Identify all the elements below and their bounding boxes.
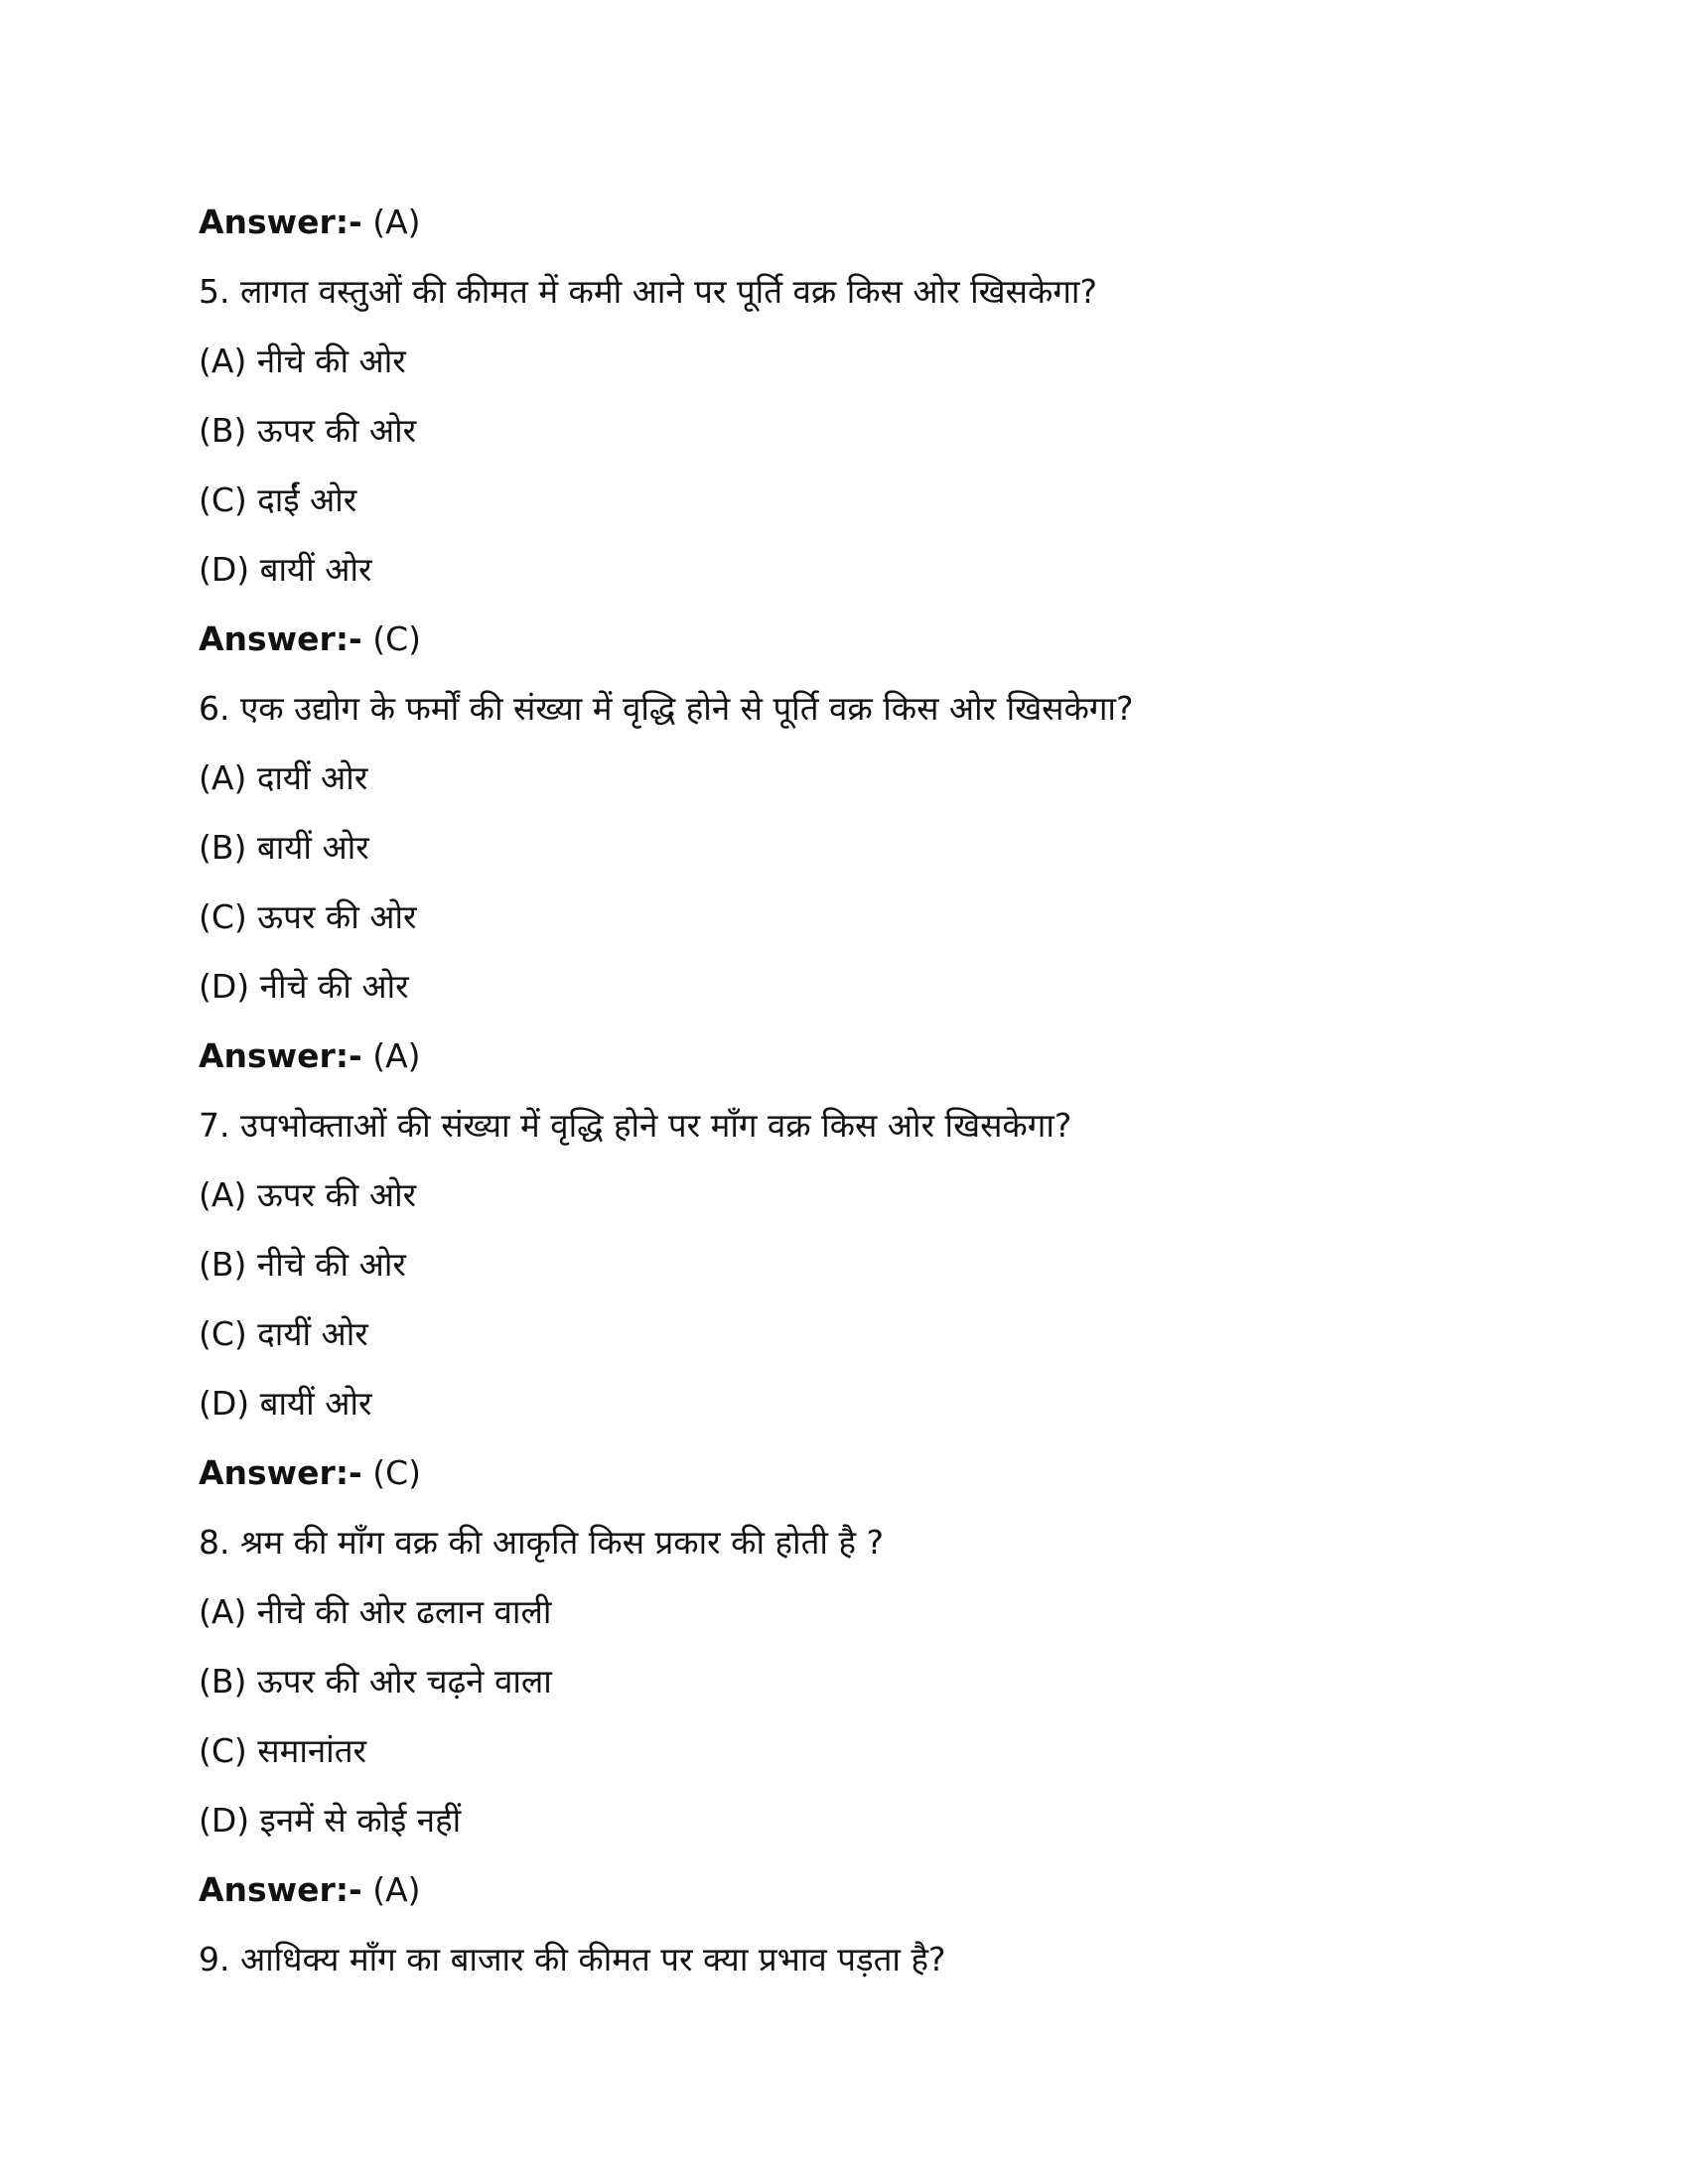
option-b: (B) नीचे की ओर [199,1245,406,1284]
answer-value: (A) [372,1036,421,1075]
question-number: 6. [199,689,230,728]
answer-value: (A) [372,203,421,241]
answer-value: (C) [372,619,422,658]
question-number: 5. [199,272,230,311]
question-text [199,264,1489,334]
option-b: (B) बायीं ओर [199,828,369,867]
option-a: (A) नीचे की ओर [199,341,406,380]
question-body: एक उद्योग के फर्मों की संख्या में वृद्धि होने से पूर्ति वक्र किस ओर खिसकेगा? [240,689,1134,728]
answer-label: Answer:- [199,619,362,658]
question-number: 9. [199,1940,230,1979]
option-c: (C) दायीं ओर [199,1314,368,1353]
question-text [199,1515,1489,1584]
answer-value: (C) [372,1453,422,1492]
option-b: (B) ऊपर की ओर चढ़ने वाला [199,1662,552,1701]
answer-line [199,195,1489,264]
option-c: (C) ऊपर की ओर [199,897,417,936]
answer-line [199,1028,1489,1098]
answer-label: Answer:- [199,203,362,241]
option-d: (D) इनमें से कोई नहीं [199,1801,462,1840]
answer-line [199,1862,1489,1932]
option-a: (A) दायीं ओर [199,758,368,797]
option-a: (A) ऊपर की ओर [199,1175,417,1214]
question-body: उपभोक्ताओं की संख्या में वृद्धि होने पर माँग वक्र किस ओर खिसकेगा? [240,1106,1072,1145]
answer-line [199,612,1489,681]
option-c: (C) समानांतर [199,1731,367,1770]
question-body: लागत वस्तुओं की कीमत में कमी आने पर पूर्ति वक्र किस ओर खिसकेगा? [240,272,1097,311]
question-list [199,195,1489,2001]
option-a: (A) नीचे की ओर ढलान वाली [199,1592,552,1631]
question-body: श्रम की माँग वक्र की आकृति किस प्रकार की होती है ? [240,1523,884,1562]
answer-label: Answer:- [199,1870,362,1909]
question-number: 8. [199,1523,230,1562]
question-text [199,681,1489,751]
answer-label: Answer:- [199,1036,362,1075]
answer-line [199,1445,1489,1515]
question-text [199,1932,1489,2001]
option-d: (D) नीचे की ओर [199,967,409,1006]
option-d: (D) बायीं ओर [199,1384,372,1423]
option-c: (C) दाईं ओर [199,480,357,519]
question-body: आधिक्य माँग का बाजार की कीमत पर क्या प्रभाव पड़ता है? [240,1940,946,1979]
answer-value: (A) [372,1870,421,1909]
answer-label: Answer:- [199,1453,362,1492]
option-b: (B) ऊपर की ओर [199,411,417,450]
option-d: (D) बायीं ओर [199,550,372,589]
question-text [199,1098,1489,1167]
question-number: 7. [199,1106,230,1145]
